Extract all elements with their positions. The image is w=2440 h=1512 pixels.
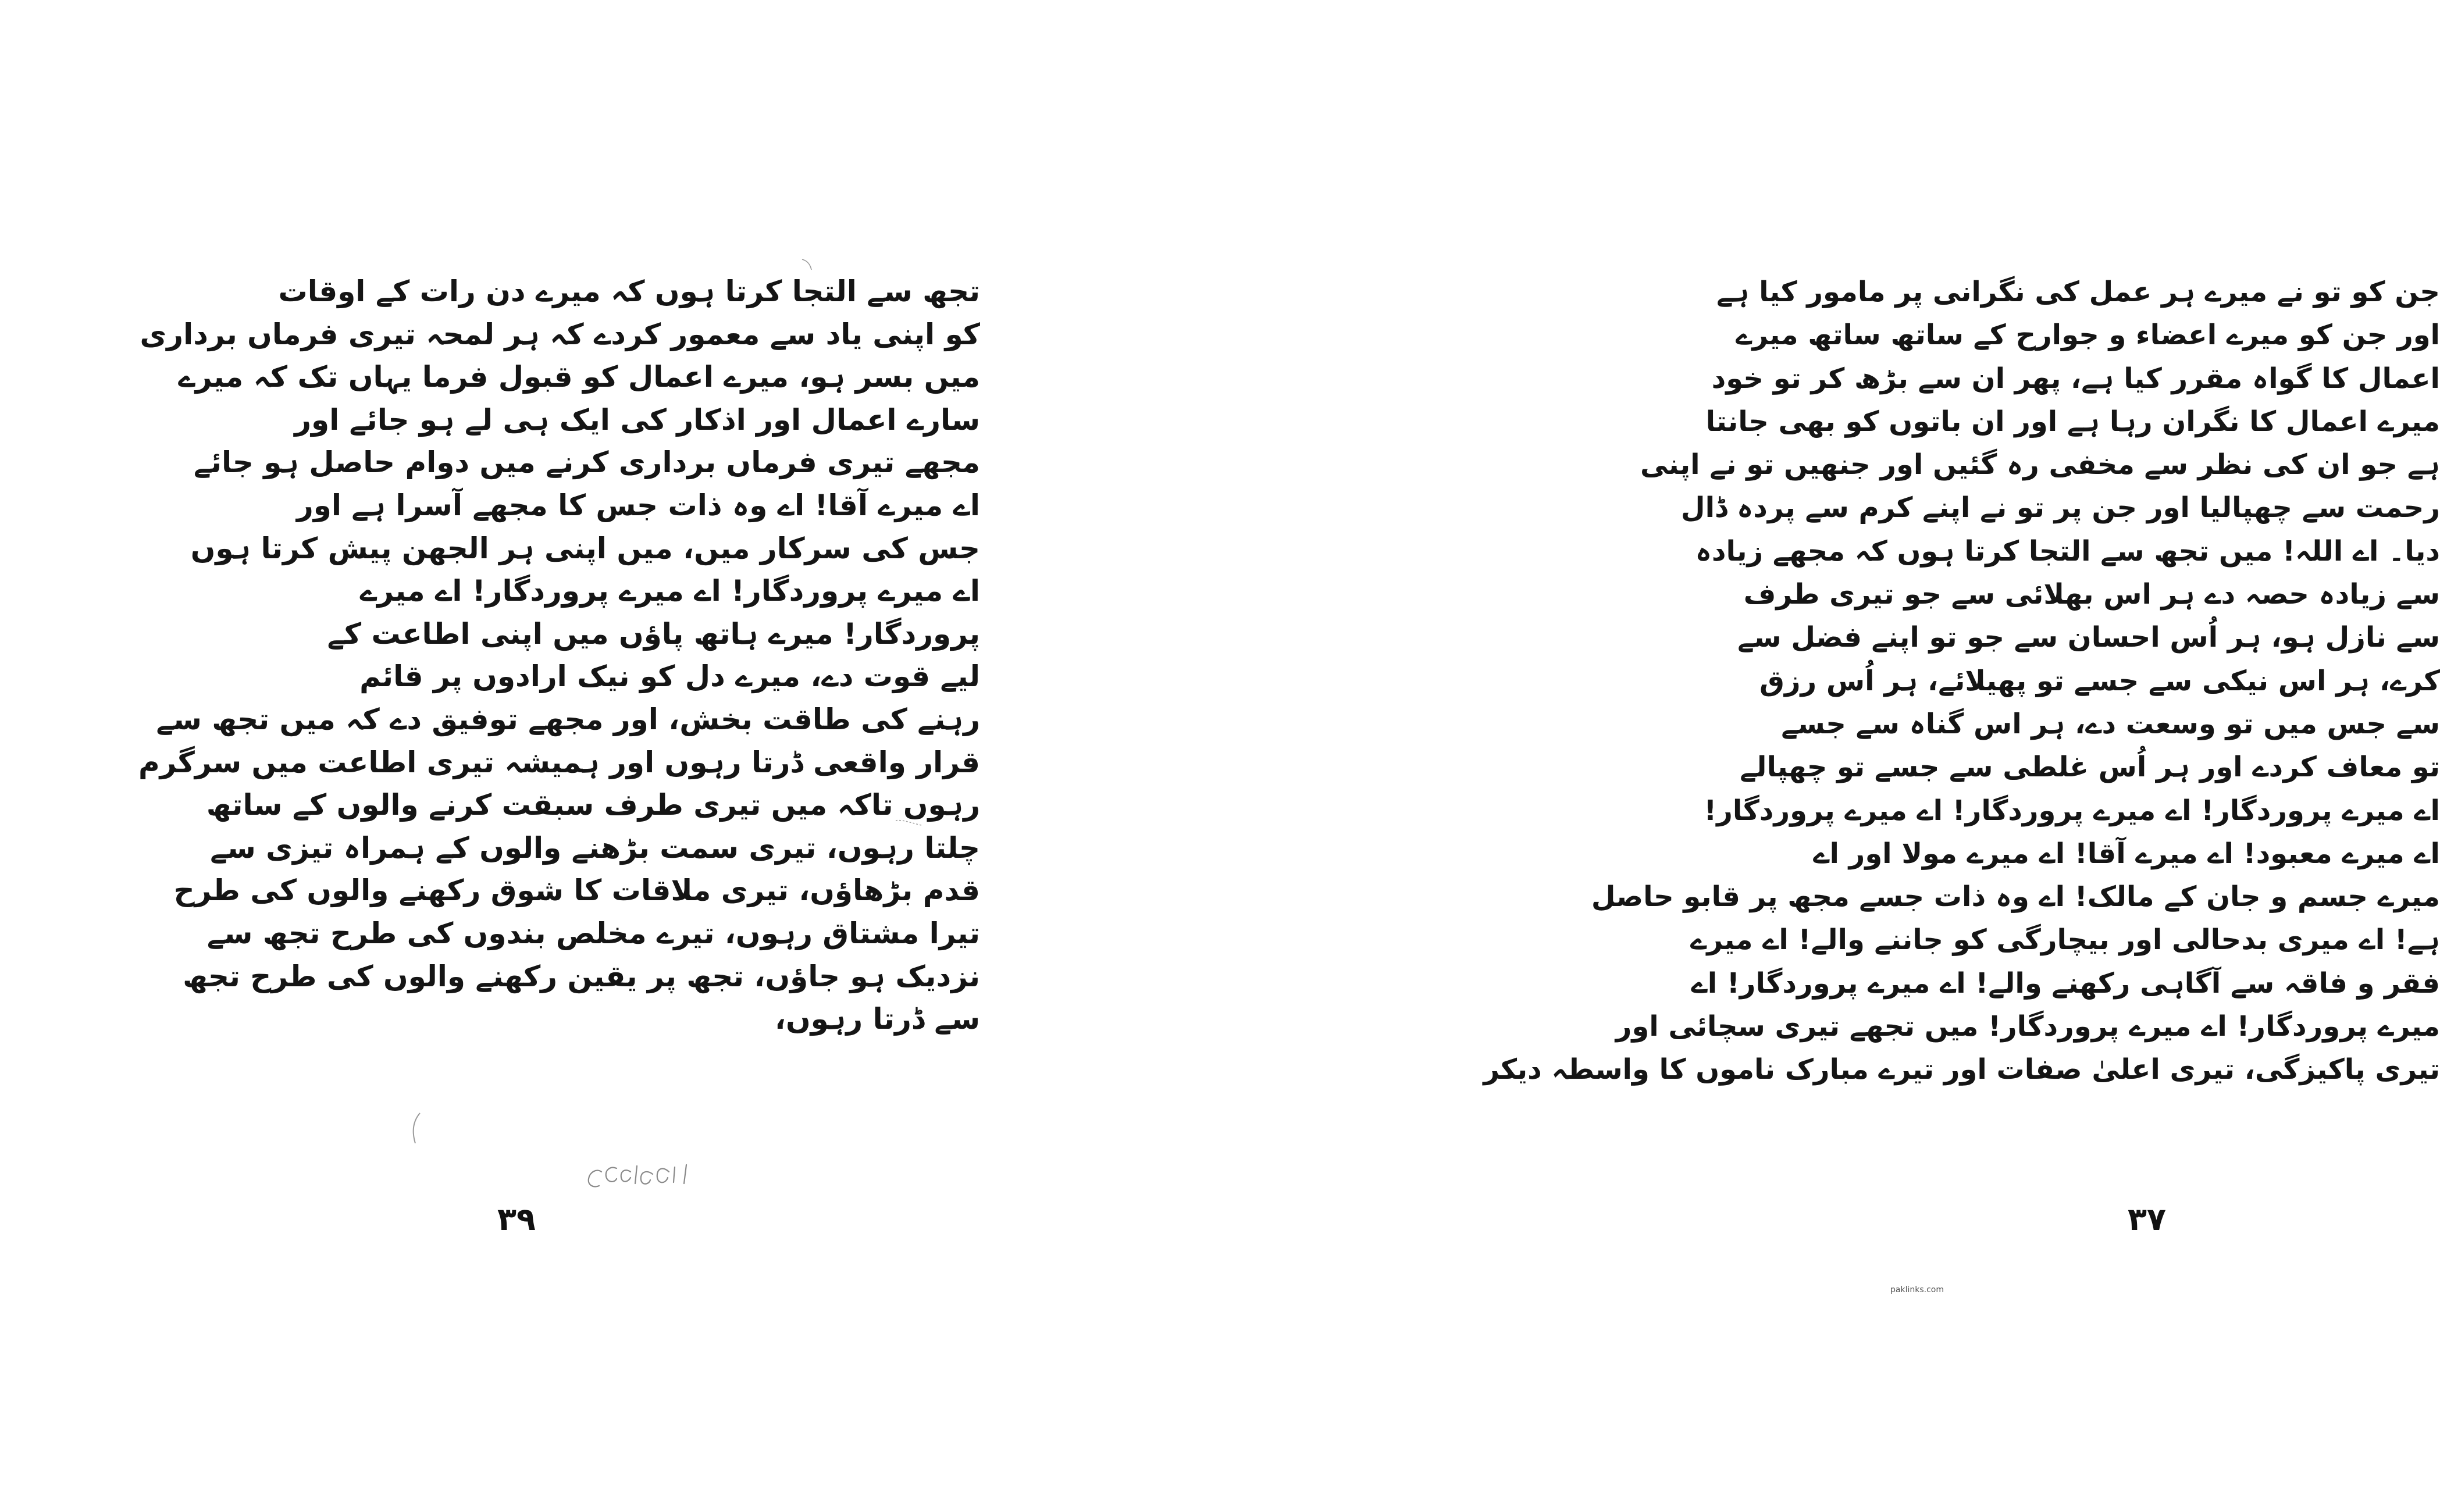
text-line: قرار واقعی ڈرتا رہوں اور ہمیشہ تیری اطاعت میں سرگرم xyxy=(138,745,980,779)
text-line: میرے پروردگار! اے میرے پروردگار! میں تجھے تیری سچائی اور xyxy=(1615,1010,2440,1043)
page-number: ۳۹ xyxy=(497,1201,536,1238)
text-line: سے نازل ہو، ہر اُس احسان سے جو تو اپنے فضل سے xyxy=(1737,621,2440,654)
text-line: جن کو تو نے میرے ہر عمل کی نگرانی پر مامور کیا ہے xyxy=(1716,276,2440,308)
right-page-text xyxy=(1483,270,2440,1092)
text-line: لیے قوت دے، میرے دل کو نیک ارادوں پر قائم xyxy=(359,659,980,694)
left-page-text xyxy=(138,270,980,1041)
text-line: تیرا مشتاق رہوں، تیرے مخلص بندوں کی طرح تجھ سے xyxy=(206,916,980,950)
text-line: میں بسر ہو، میرے اعمال کو قبول فرما یہاں تک کہ میرے xyxy=(178,360,980,394)
text-line: قدم بڑھاؤں، تیری ملاقات کا شوق رکھنے والوں کی طرح xyxy=(173,873,980,908)
text-line: رحمت سے چھپالیا اور جن پر تو نے اپنے کرم سے پردہ ڈال xyxy=(1680,491,2440,525)
text-line: کرے، ہر اس نیکی سے جسے تو پھیلائے، ہر اُس رزق xyxy=(1759,664,2440,697)
left-page xyxy=(0,0,980,1512)
text-line: نزدیک ہو جاؤں، تجھ پر یقین رکھنے والوں کی طرح تجھ xyxy=(183,959,980,993)
text-line: ہے! اے میری بدحالی اور بیچارگی کو جاننے والے! اے میرے xyxy=(1690,923,2440,957)
text-line: اور جن کو میرے اعضاء و جوارح کے ساتھ ساتھ میرے xyxy=(1736,319,2440,352)
text-line: فقر و فاقہ سے آگاہی رکھنے والے! اے میرے پروردگار! اے xyxy=(1691,967,2440,1000)
text-line: سے زیادہ حصہ دے ہر اس بھلائی سے جو تیری طرف xyxy=(1743,578,2440,611)
text-line: ہے جو ان کی نظر سے مخفی رہ گئیں اور جنھیں تو نے اپنی xyxy=(1640,448,2440,482)
text-line: میرے اعمال کا نگران رہا ہے اور ان باتوں کو بھی جانتا xyxy=(1705,405,2440,438)
page-number: ۳۷ xyxy=(2128,1201,2166,1238)
stray-mark-icon xyxy=(895,817,924,829)
text-line: جس کی سرکار میں، میں اپنی ہر الجھن پیش کرتا ہوں xyxy=(190,531,980,565)
text-line: میرے جسم و جان کے مالک! اے وہ ذات جسے مجھ پر قابو حاصل xyxy=(1591,880,2440,914)
text-line: چلتا رہوں، تیری سمت بڑھنے والوں کے ہمراہ تیزی سے xyxy=(210,830,980,865)
site-watermark: paklinks.com xyxy=(1890,1285,1944,1295)
text-line: اے میرے آقا! اے وہ ذات جس کا مجھے آسرا ہے اور xyxy=(297,488,980,522)
text-line: تیری پاکیزگی، تیری اعلیٰ صفات اور تیرے مبارک ناموں کا واسطہ دیکر xyxy=(1483,1053,2440,1086)
text-line: اے میرے معبود! اے میرے آقا! اے میرے مولا اور اے xyxy=(1813,837,2440,870)
text-line: تو معاف کردے اور ہر اُس غلطی سے جسے تو چھپالے xyxy=(1740,751,2440,784)
stray-mark-icon xyxy=(407,1111,425,1146)
signature-scribble-icon xyxy=(582,1154,692,1195)
text-line: تجھ سے التجا کرتا ہوں کہ میرے دن رات کے اوقات xyxy=(278,274,980,308)
text-line: سارے اعمال اور اذکار کی ایک ہی لے ہو جائے اور xyxy=(294,402,980,437)
right-page xyxy=(970,0,2440,1512)
text-line: اے میرے پروردگار! اے میرے پروردگار! اے میرے پروردگار! xyxy=(1704,794,2440,827)
text-line: سے ڈرتا رہوں، xyxy=(775,1002,980,1036)
text-line: مجھے تیری فرماں برداری کرنے میں دوام حاصل ہو جائے xyxy=(193,445,980,480)
handwritten-signature xyxy=(582,1154,692,1195)
text-line: پروردگار! میرے ہاتھ پاؤں میں اپنی اطاعت کے xyxy=(327,616,980,651)
text-line: دیا۔ اے اللہ! میں تجھ سے التجا کرتا ہوں کہ مجھے زیادہ xyxy=(1695,534,2440,568)
corner-mark-icon xyxy=(800,256,814,273)
text-line: اے میرے پروردگار! اے میرے پروردگار! اے میرے xyxy=(359,574,980,608)
text-line: رہنے کی طاقت بخش، اور مجھے توفیق دے کہ میں تجھ سے xyxy=(156,702,980,736)
text-line: کو اپنی یاد سے معمور کردے کہ ہر لمحہ تیری فرماں برداری xyxy=(140,317,980,351)
text-line: اعمال کا گواہ مقرر کیا ہے، پھر ان سے بڑھ کر تو خود xyxy=(1711,362,2440,395)
text-line: سے جس میں تو وسعت دے، ہر اس گناہ سے جسے xyxy=(1781,707,2440,740)
text-line: رہوں تاکہ میں تیری طرف سبقت کرنے والوں کے ساتھ xyxy=(206,788,980,822)
